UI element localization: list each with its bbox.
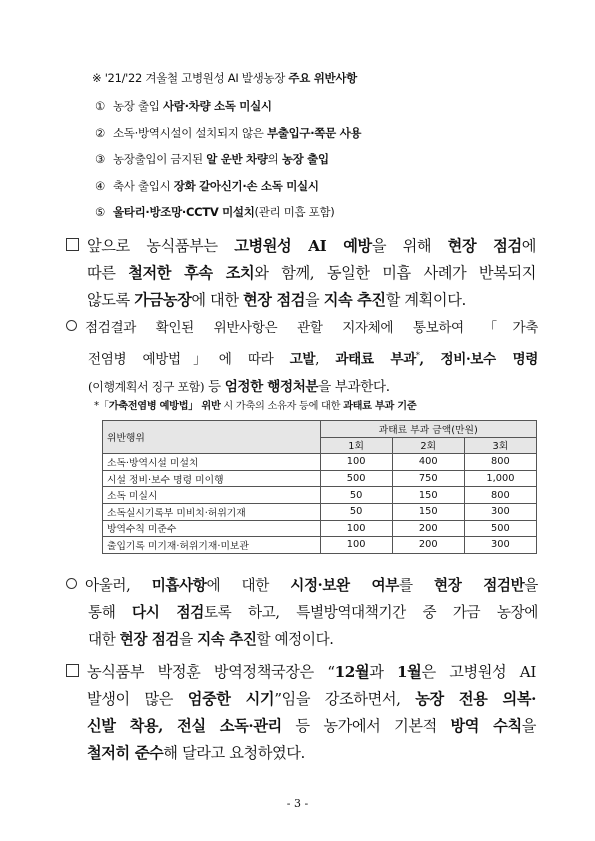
text-run: 에 xyxy=(521,237,537,255)
violation-item xyxy=(95,98,272,114)
text-run: 축사 출입시 xyxy=(113,178,174,193)
violation-cell: 시설 정비·보수 명령 미이행 xyxy=(103,470,321,487)
text-run: 사람·차량 소독 미실시 xyxy=(162,99,272,113)
text-run: 농식품부 박정훈 방역정책국장은 “ xyxy=(87,663,335,681)
amount-cell: 300 xyxy=(464,503,536,520)
violation-cell: 소독 미실시 xyxy=(103,487,321,504)
text-run: 울타리·방조망·CCTV 미설치 xyxy=(113,205,255,219)
amount-cell: 50 xyxy=(320,487,392,504)
text-run: 고병원성 AI 예방 xyxy=(234,237,372,255)
text-run: , 정비·보수 명령 xyxy=(419,351,538,368)
amount-cell: 300 xyxy=(464,537,536,554)
amount-cell: 200 xyxy=(392,537,464,554)
text-run: 알 운반 차량 xyxy=(206,152,268,166)
text-run: 을 xyxy=(521,717,536,735)
text-run: 1월 xyxy=(397,663,422,681)
item-number: ① xyxy=(95,99,106,113)
text-line xyxy=(66,740,536,767)
violation-cell: 소독실시기록부 미비치·허위기재 xyxy=(103,503,321,520)
text-run: 과 xyxy=(369,663,398,681)
text-run: 엄중한 시기 xyxy=(187,690,275,708)
text-run: 농장 출입 xyxy=(281,152,329,166)
text-run: ”임을 강조하면서, xyxy=(274,690,416,708)
item-number: ② xyxy=(95,125,106,140)
violations-header: ※ '21/'22 겨울철 고병원성 AI 발생농장 주요 위반사항 xyxy=(92,71,357,85)
text-run: * xyxy=(415,351,420,360)
penalty-line-3: (이행계획서 징구 포함) 등 엄정한 행정처분을 부과한다. xyxy=(88,378,390,395)
text-run: 미흡사항 xyxy=(151,577,207,594)
text-run: 의 xyxy=(267,152,282,166)
item-number: ⑤ xyxy=(95,205,106,219)
text-line xyxy=(66,287,536,314)
text-run: 에 대한 xyxy=(206,577,291,594)
text-run: 발생이 많은 xyxy=(87,690,188,708)
text-run: 철저한 후속 조치 xyxy=(128,264,255,282)
page-number: - 3 - xyxy=(286,797,309,810)
penalty-line-1: 점검결과 확인된 위반사항은 관할 지자체에 통보하여 「가축 xyxy=(66,315,538,342)
text-run: 지속 추진 xyxy=(323,291,386,309)
violation-cell: 소독·방역시설 미설치 xyxy=(103,454,321,471)
amount-cell: 50 xyxy=(320,503,392,520)
penalty-line-2 xyxy=(66,342,538,374)
text-run: 현장 점검반 xyxy=(434,577,525,594)
text-run: 가금농장 xyxy=(134,291,192,309)
text-run: 시정·보완 여부 xyxy=(290,577,399,594)
text-run: 농장출입이 금지된 xyxy=(113,152,207,166)
text-run: 을 xyxy=(524,577,538,594)
paragraph-plan xyxy=(66,233,536,314)
col-header-2: 2회 xyxy=(392,437,464,454)
text-run: 다시 점검 xyxy=(132,604,204,621)
text-run: 농장 전용 의복· xyxy=(415,690,536,708)
text-run: 12월 xyxy=(334,663,370,681)
text-run: 은 고병원성 AI xyxy=(421,663,536,681)
col-header-3: 3회 xyxy=(464,437,536,454)
text-run: 현장 점검 xyxy=(119,631,180,648)
violation-item xyxy=(95,178,319,194)
text-run: 전염병 예방법」에 따라 xyxy=(88,351,290,368)
text-run: 을 xyxy=(179,631,198,648)
text-run: 에 대한 xyxy=(191,291,244,309)
text-run: , xyxy=(315,351,336,368)
text-run: 할 예정이다. xyxy=(256,631,334,648)
item-number: ③ xyxy=(95,152,106,166)
violation-cell: 방역수칙 미준수 xyxy=(103,520,321,537)
text-run: 현장 점검 xyxy=(447,237,522,255)
violation-item xyxy=(95,125,361,141)
table-row xyxy=(103,503,537,520)
amount-cell: 150 xyxy=(392,503,464,520)
text-run: 을 부과한다. xyxy=(318,378,390,395)
text-run: 지속 추진 xyxy=(197,631,257,648)
circle-bullet-icon xyxy=(66,578,77,589)
col-header-action: 위반행위 xyxy=(103,421,321,454)
text-line xyxy=(66,260,536,287)
text-run: 부출입구·쪽문 사용 xyxy=(266,125,362,140)
text-run: 않도록 xyxy=(87,291,135,309)
text-run: 과태료 부과 xyxy=(335,351,416,368)
text-run: 철저히 준수 xyxy=(87,744,164,762)
table-row xyxy=(103,470,537,487)
amount-cell: 500 xyxy=(320,470,392,487)
amount-cell: 200 xyxy=(392,520,464,537)
fine-table xyxy=(102,420,537,554)
paragraph-penalty xyxy=(66,315,538,401)
text-run: 을 위해 xyxy=(371,237,448,255)
paragraph-director xyxy=(66,659,536,767)
text-run: 와 함께, 동일한 미흡 사례가 반복되지 xyxy=(254,264,536,282)
circle-bullet-icon xyxy=(66,320,77,331)
amount-cell: 100 xyxy=(320,520,392,537)
amount-cell: 400 xyxy=(392,454,464,471)
violation-item xyxy=(95,151,329,167)
col-header-1: 1회 xyxy=(320,437,392,454)
table-row xyxy=(103,487,537,504)
text-run: 따른 xyxy=(87,264,129,282)
text-line xyxy=(66,599,538,626)
text-run: 토록 하고, 특별방역대책기간 중 가금 농장에 xyxy=(203,604,538,621)
text-run: 등 농가에서 기본적 xyxy=(281,717,451,735)
amount-cell: 800 xyxy=(464,454,536,471)
text-run: 해 달라고 요청하였다. xyxy=(163,744,305,762)
violation-cell: 출입기록 미기재·허위기재·미보관 xyxy=(103,537,321,554)
text-line xyxy=(66,233,536,260)
fine-note: *「가축전염병 예방법」 위반 시 가축의 소유자 등에 대한 과태료 부과 기준 xyxy=(94,401,417,412)
text-run: 앞으로 농식품부는 xyxy=(87,237,235,255)
text-line xyxy=(66,659,536,686)
text-line xyxy=(66,626,538,653)
square-bullet-icon xyxy=(66,238,79,251)
text-run: 신발 착용, 전실 소독·관리 xyxy=(87,717,282,735)
table-row xyxy=(103,520,537,537)
amount-cell: 500 xyxy=(464,520,536,537)
amount-cell: 100 xyxy=(320,454,392,471)
col-header-amount: 과태료 부과 금액(만원) xyxy=(320,421,536,438)
text-run: (관리 미흡 포함) xyxy=(254,205,335,219)
text-run: 통해 xyxy=(88,604,133,621)
text-run: 엄정한 행정처분 xyxy=(224,378,319,395)
amount-cell: 100 xyxy=(320,537,392,554)
text-run: 를 xyxy=(398,577,435,594)
amount-cell: 800 xyxy=(464,487,536,504)
text-run: 고발 xyxy=(289,351,316,368)
table-row xyxy=(103,537,537,554)
table-row xyxy=(103,454,537,471)
violation-item xyxy=(95,204,335,220)
text-line xyxy=(66,713,536,740)
amount-cell: 1,000 xyxy=(464,470,536,487)
text-run: 장화 갈아신기·손 소독 미실시 xyxy=(173,178,319,193)
paragraph-recheck xyxy=(66,572,538,653)
text-run: 농장 출입 xyxy=(113,99,163,113)
item-number: ④ xyxy=(95,178,106,193)
text-run: 방역 수칙 xyxy=(450,717,522,735)
text-run: 현장 점검 xyxy=(243,291,305,309)
square-bullet-icon xyxy=(66,664,79,677)
text-run: 을 xyxy=(305,291,324,309)
text-run: 아울러, xyxy=(85,577,152,594)
text-run: 소독·방역시설이 설치되지 않은 xyxy=(113,125,267,140)
text-run: 대한 xyxy=(88,631,120,648)
amount-cell: 750 xyxy=(392,470,464,487)
text-run: 등 xyxy=(204,378,225,395)
text-line xyxy=(66,572,538,599)
text-run: 할 계획이다. xyxy=(385,291,466,309)
amount-cell: 150 xyxy=(392,487,464,504)
text-line xyxy=(66,686,536,713)
